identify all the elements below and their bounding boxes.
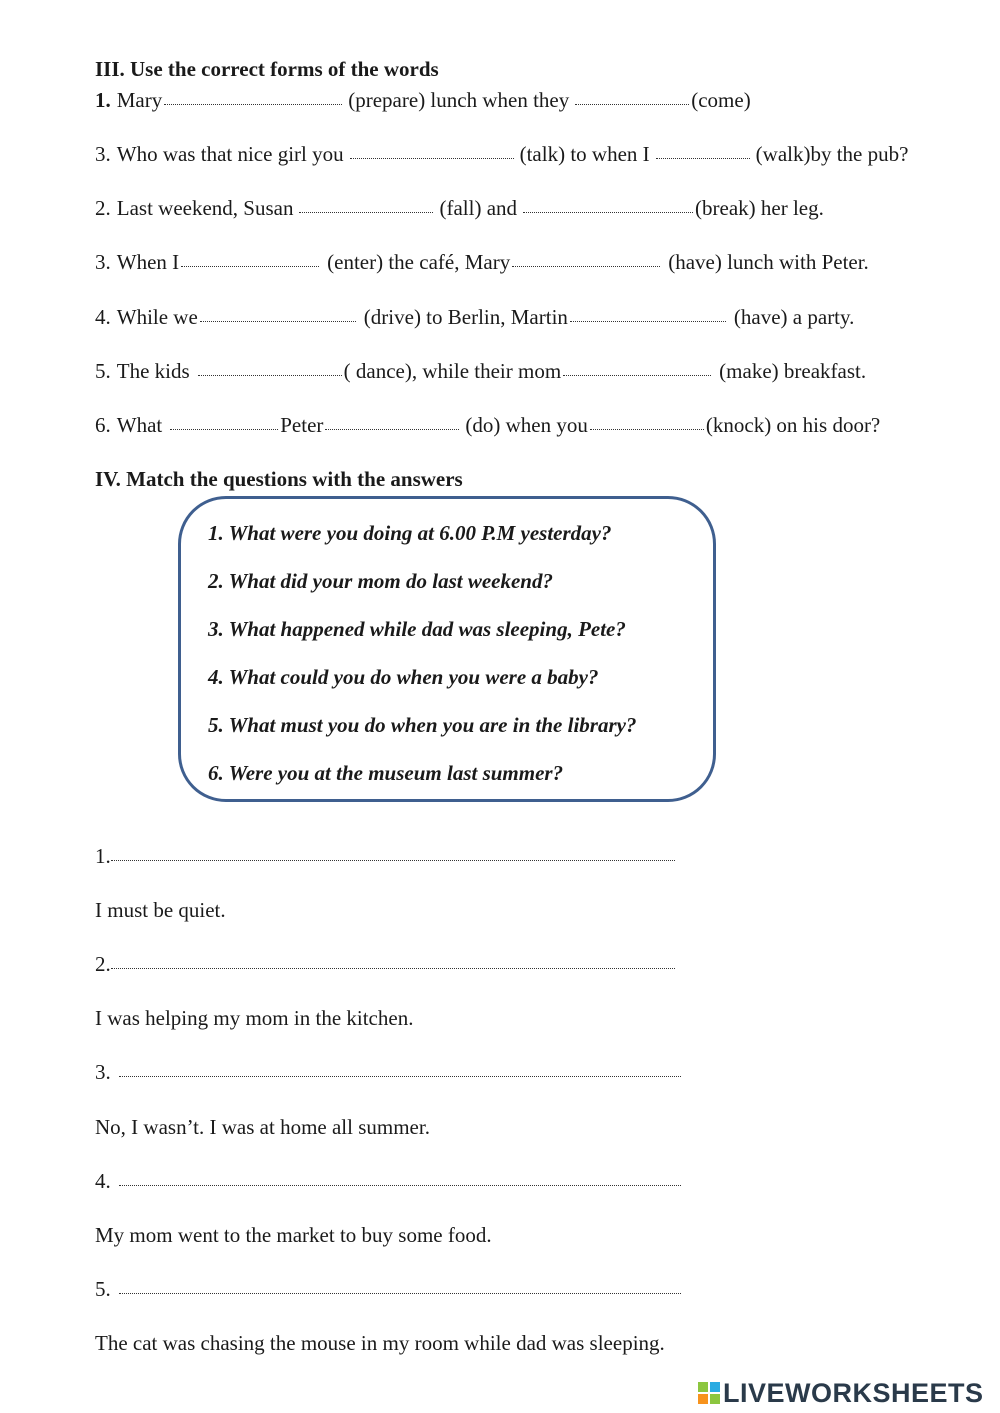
exercise-text: (fall) and bbox=[439, 196, 518, 220]
match-number: 1. bbox=[95, 844, 111, 868]
match-blank[interactable] bbox=[119, 1062, 681, 1077]
answer-blank[interactable] bbox=[512, 252, 660, 267]
answer-blank[interactable] bbox=[350, 144, 514, 159]
exercise-line-4 bbox=[95, 250, 869, 274]
exercise-number: 4. bbox=[95, 305, 111, 329]
exercise-text: (walk)by the pub? bbox=[755, 142, 909, 166]
match-blank[interactable] bbox=[111, 954, 675, 969]
match-line-4 bbox=[95, 1169, 683, 1193]
answer-text-3: No, I wasn’t. I was at home all summer. bbox=[95, 1115, 430, 1139]
liveworksheets-logo-text: LIVEWORKSHEETS bbox=[723, 1377, 984, 1408]
exercise-number: 5. bbox=[95, 359, 111, 383]
answer-text-2: I was helping my mom in the kitchen. bbox=[95, 1006, 414, 1030]
exercise-text: (have) lunch with Peter. bbox=[668, 250, 869, 274]
exercise-text: (enter) the café, Mary bbox=[327, 250, 511, 274]
question-6: 6. Were you at the museum last summer? bbox=[208, 761, 564, 785]
exercise-text: When I bbox=[116, 250, 180, 274]
match-line-3 bbox=[95, 1060, 683, 1084]
answer-text-4: My mom went to the market to buy some food. bbox=[95, 1223, 492, 1247]
match-number: 3. bbox=[95, 1060, 111, 1084]
match-line-2 bbox=[95, 952, 677, 976]
question-1: 1. What were you doing at 6.00 P.M yesterday? bbox=[208, 521, 612, 545]
exercise-text: Mary bbox=[116, 88, 163, 112]
exercise-text: While we bbox=[116, 305, 198, 329]
answer-blank[interactable] bbox=[590, 415, 704, 430]
answer-blank[interactable] bbox=[523, 198, 693, 213]
answer-blank[interactable] bbox=[198, 361, 342, 376]
exercise-line-2 bbox=[95, 142, 908, 166]
match-blank[interactable] bbox=[119, 1279, 681, 1294]
exercise-text: Peter bbox=[280, 413, 324, 437]
exercise-text: (prepare) lunch when they bbox=[348, 88, 570, 112]
exercise-line-3 bbox=[95, 196, 824, 220]
match-blank[interactable] bbox=[119, 1171, 681, 1186]
exercise-line-6 bbox=[95, 359, 866, 383]
match-blank[interactable] bbox=[111, 846, 675, 861]
section-3-heading: III. Use the correct forms of the words bbox=[95, 57, 439, 81]
answer-text-5: The cat was chasing the mouse in my room while dad was sleeping. bbox=[95, 1331, 665, 1355]
answer-blank[interactable] bbox=[656, 144, 750, 159]
exercise-number: 1. bbox=[95, 88, 111, 112]
answer-text-1: I must be quiet. bbox=[95, 898, 226, 922]
match-number: 2. bbox=[95, 952, 111, 976]
answer-blank[interactable] bbox=[325, 415, 459, 430]
exercise-text: (do) when you bbox=[465, 413, 588, 437]
exercise-line-1 bbox=[95, 88, 751, 112]
exercise-text: (knock) on his door? bbox=[705, 413, 881, 437]
match-line-5 bbox=[95, 1277, 683, 1301]
exercise-text: What bbox=[116, 413, 163, 437]
exercise-line-7 bbox=[95, 413, 880, 437]
exercise-text: (drive) to Berlin, Martin bbox=[363, 305, 568, 329]
question-3: 3. What happened while dad was sleeping, Pete? bbox=[208, 617, 626, 641]
answer-blank[interactable] bbox=[563, 361, 711, 376]
match-number: 4. bbox=[95, 1169, 111, 1193]
exercise-text: (talk) to when I bbox=[519, 142, 650, 166]
exercise-text: (break) her leg. bbox=[695, 196, 824, 220]
exercise-text: (make) breakfast. bbox=[719, 359, 867, 383]
liveworksheets-logo bbox=[697, 1378, 984, 1408]
answer-blank[interactable] bbox=[299, 198, 433, 213]
match-line-1 bbox=[95, 844, 677, 868]
exercise-line-5 bbox=[95, 305, 854, 329]
answer-blank[interactable] bbox=[181, 252, 319, 267]
question-4: 4. What could you do when you were a baby? bbox=[208, 665, 599, 689]
answer-blank[interactable] bbox=[200, 307, 356, 322]
exercise-text: The kids bbox=[116, 359, 190, 383]
exercise-number: 2. bbox=[95, 196, 111, 220]
question-2: 2. What did your mom do last weekend? bbox=[208, 569, 553, 593]
match-number: 5. bbox=[95, 1277, 111, 1301]
exercise-text: (have) a party. bbox=[733, 305, 855, 329]
question-5: 5. What must you do when you are in the library? bbox=[208, 713, 637, 737]
exercise-number: 3. bbox=[95, 250, 111, 274]
exercise-number: 3. bbox=[95, 142, 111, 166]
exercise-number: 6. bbox=[95, 413, 111, 437]
answer-blank[interactable] bbox=[170, 415, 278, 430]
liveworksheets-logo-icon bbox=[697, 1381, 721, 1405]
exercise-text: ( dance), while their mom bbox=[343, 359, 562, 383]
section-4-heading: IV. Match the questions with the answers bbox=[95, 467, 463, 491]
answer-blank[interactable] bbox=[164, 90, 342, 105]
answer-blank[interactable] bbox=[570, 307, 726, 322]
exercise-text: Who was that nice girl you bbox=[116, 142, 344, 166]
exercise-text: (come) bbox=[691, 88, 751, 112]
exercise-text: Last weekend, Susan bbox=[116, 196, 294, 220]
answer-blank[interactable] bbox=[575, 90, 689, 105]
